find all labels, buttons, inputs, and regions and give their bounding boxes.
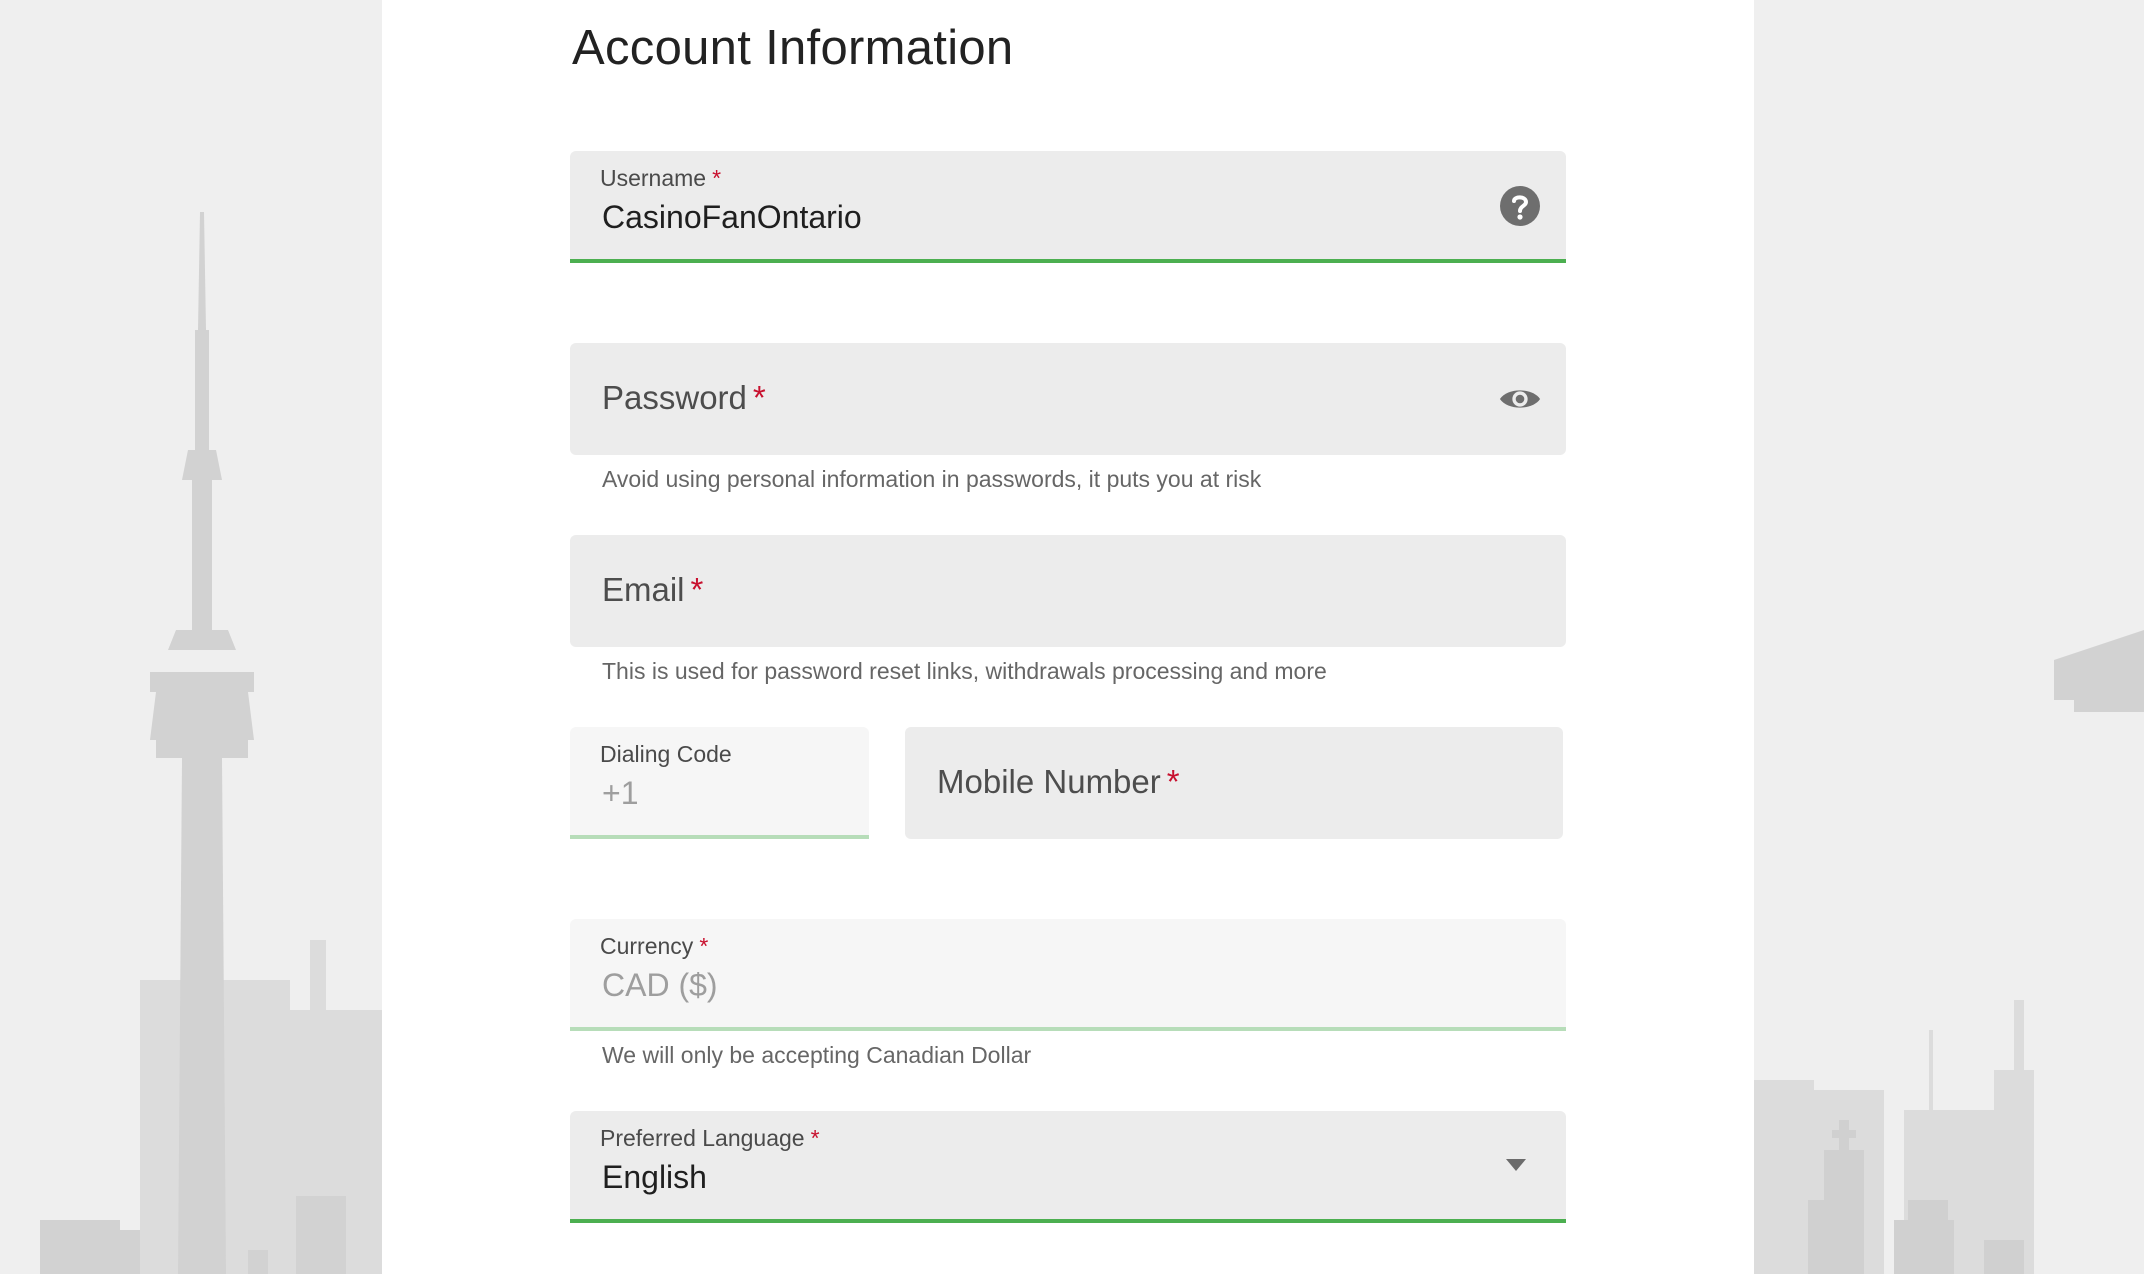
cn-tower-illustration <box>0 0 382 1274</box>
skyline-right-decoration <box>1754 0 2144 1274</box>
preferred-language-value[interactable]: English <box>602 1159 707 1195</box>
password-field[interactable] <box>570 343 1566 455</box>
dialing-code-value: +1 <box>602 775 639 811</box>
dialing-code-label: Dialing Code <box>600 741 732 767</box>
page-title: Account Information <box>572 21 1014 75</box>
required-asterisk: * <box>1166 763 1180 800</box>
required-asterisk: * <box>690 571 704 608</box>
required-asterisk: * <box>712 165 722 191</box>
help-circle-icon[interactable] <box>1498 184 1542 228</box>
password-label: Password * <box>602 379 766 416</box>
email-helper-text: This is used for password reset links, withdrawals processing and more <box>602 658 1327 684</box>
city-buildings-illustration <box>1754 0 2144 1274</box>
required-asterisk: * <box>752 379 766 416</box>
skyline-left-decoration <box>0 0 382 1274</box>
password-helper-text: Avoid using personal information in passwords, it puts you at risk <box>602 466 1262 492</box>
email-field[interactable] <box>570 535 1566 647</box>
currency-value: CAD ($) <box>602 967 718 1003</box>
currency-label: Currency * <box>600 933 709 959</box>
preferred-language-label: Preferred Language * <box>600 1125 820 1151</box>
required-asterisk: * <box>810 1125 820 1151</box>
chevron-down-icon[interactable] <box>1506 1159 1526 1171</box>
username-field[interactable] <box>570 151 1566 263</box>
username-label: Username * <box>600 165 722 191</box>
mobile-number-field[interactable] <box>905 727 1563 839</box>
username-input[interactable]: CasinoFanOntario <box>602 199 862 235</box>
registration-panel <box>382 0 1754 1274</box>
preferred-language-select[interactable] <box>570 1111 1566 1223</box>
mobile-number-label: Mobile Number * <box>937 763 1180 800</box>
email-label: Email * <box>602 571 704 608</box>
currency-helper-text: We will only be accepting Canadian Dollar <box>602 1042 1032 1068</box>
eye-icon[interactable] <box>1498 377 1542 421</box>
dialing-code-field[interactable] <box>570 727 869 839</box>
required-asterisk: * <box>699 933 709 959</box>
currency-field <box>570 919 1566 1031</box>
